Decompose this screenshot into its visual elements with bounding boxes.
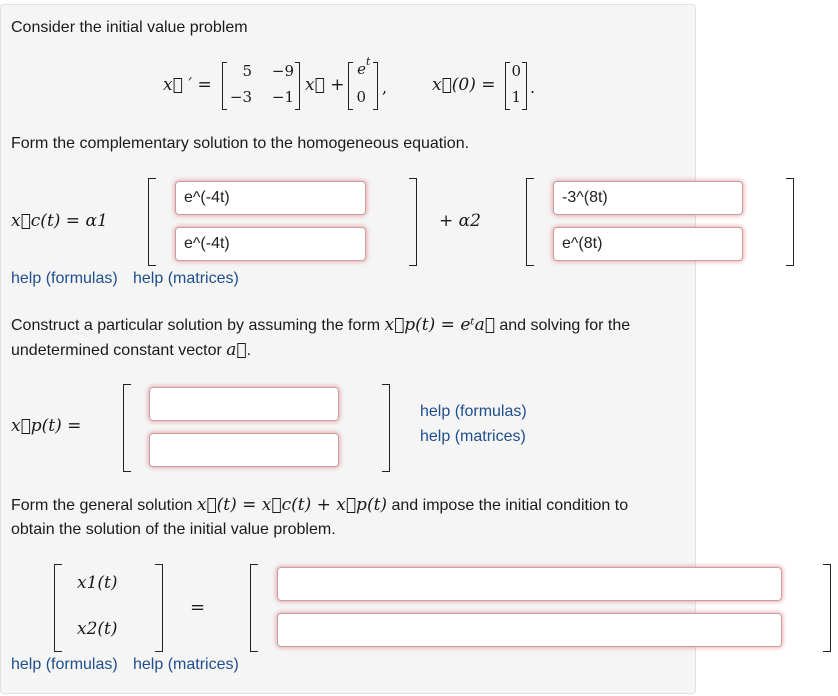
general-right-bracket [823,564,831,652]
xc-vec1-row2-input[interactable] [175,227,366,261]
forcing-top: e [357,60,366,78]
vec1-right-bracket [409,178,417,266]
matrix-a12: −9 [271,62,294,80]
forcing-right-bracket [373,62,378,110]
ivp-lhs: x⃗ ′ = [163,75,212,95]
forcing-bottom: 0 [356,88,366,106]
particular-form-math: x⃗p(t) = eᵗa⃗ [384,315,495,335]
vec2-left-bracket [526,178,534,266]
forcing-exponent: t [366,55,371,68]
general-help-matrices-link[interactable]: help (matrices) [133,656,239,673]
ivp-x-vector: x⃗ + [305,75,345,95]
xc-vec2-row2-input[interactable] [553,227,743,261]
xp-lhs: x⃗p(t) = [11,416,82,436]
matrix-a22: −1 [271,88,294,106]
xc-lhs: x⃗c(t) = α1 [11,211,108,231]
matrix-a11: 5 [242,62,252,80]
xp-row2-input[interactable] [149,433,339,467]
particular-prompt-line2: undetermined constant vector a⃗. [11,340,252,360]
x2-label: x2(t) [77,619,118,639]
particular-help-matrices-link[interactable]: help (matrices) [420,428,526,445]
constant-vector-math: a⃗ [226,340,247,360]
xc-vec1-row1-input[interactable] [175,181,366,215]
alpha2-label: + α2 [439,211,481,231]
complementary-prompt: Form the complementary solution to the homogeneous equation. [11,135,470,152]
general-form-math: x⃗(t) = x⃗c(t) + x⃗p(t) [196,495,388,515]
x1-label: x1(t) [77,573,118,593]
ic-right-bracket [522,62,527,110]
particular-prompt-line1: Construct a particular solution by assuming the form x⃗p(t) = eᵗa⃗ and solving for the [11,315,631,335]
xp-right-bracket [382,384,390,472]
xp-left-bracket [123,384,131,472]
complementary-help-matrices-link[interactable]: help (matrices) [133,270,239,287]
vec1-left-bracket [148,178,156,266]
general-left-bracket [250,564,258,652]
comma: , [382,78,388,97]
xvec-left-bracket [54,564,62,652]
ic-lhs: x⃗(0) = [432,75,496,95]
vec2-right-bracket [786,178,794,266]
xc-vec2-row1-input[interactable] [553,181,743,215]
general-prompt-line1: Form the general solution x⃗(t) = x⃗c(t) + x⃗p(t) and impose the initial condition to [11,495,629,515]
xvec-right-bracket [155,564,163,652]
ic-top: 0 [511,62,521,80]
period: . [530,78,536,97]
general-row2-input[interactable] [277,613,782,647]
matrix-right-bracket [295,62,300,110]
xp-row1-input[interactable] [149,387,339,421]
general-prompt-line2: obtain the solution of the initial value problem. [11,521,336,538]
general-help-formulas-link[interactable]: help (formulas) [11,656,118,673]
general-row1-input[interactable] [277,567,782,601]
matrix-a21: −3 [229,88,252,106]
complementary-help-formulas-link[interactable]: help (formulas) [11,270,118,287]
particular-help-formulas-link[interactable]: help (formulas) [420,403,527,420]
intro-text: Consider the initial value problem [11,19,248,36]
general-equals: = [190,597,206,618]
ic-bottom: 1 [511,88,521,106]
